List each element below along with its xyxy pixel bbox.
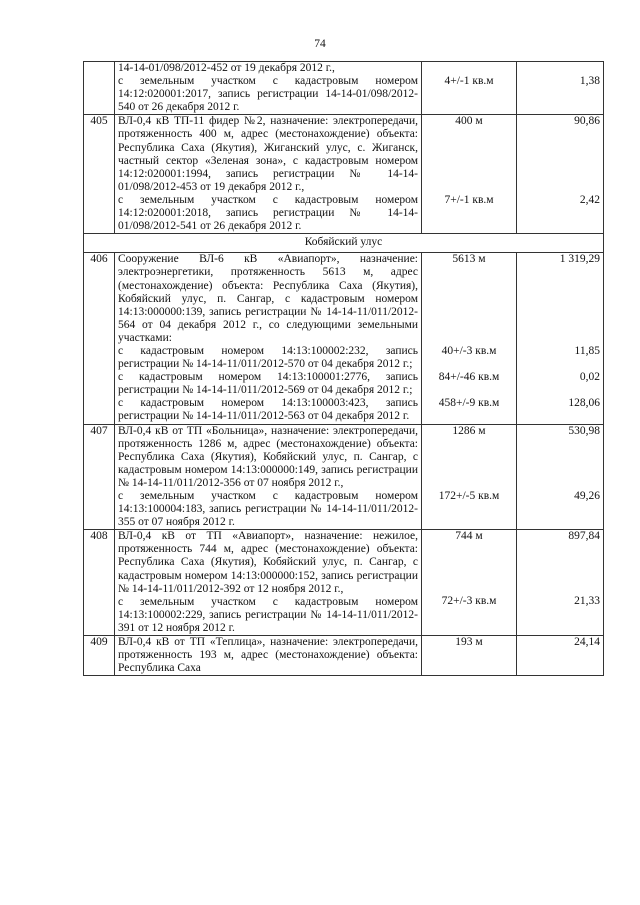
page-number: 74	[314, 38, 326, 50]
size-cell	[422, 115, 517, 234]
size-value: 193 м	[455, 636, 483, 649]
size-value: 72+/-3 кв.м	[441, 595, 497, 608]
size-value: 4+/-1 кв.м	[444, 75, 494, 87]
description-paragraph: 14-14-01/098/2012-452 от 19 декабря 2012 г.,	[118, 62, 335, 74]
cost-value: 11,85	[574, 345, 600, 358]
register-row	[84, 636, 604, 676]
cost-value: 90,86	[574, 115, 600, 128]
size-value: 1286 м	[452, 424, 486, 437]
description-paragraph: Сооружение ВЛ-6 кВ «Авиапорт», назначение: электроэнергетики, протяженность 5613 м, адрес (местонахождение) объекта: Республика Саха (Якутия), Кобяйский улус, п. Сангар, с кадастровым номером 14:13:000000:139, запись регистрации № 14-14-11/011/2012-564 от 04 декабря 2012 г., со следующими земельными участками:	[118, 253, 418, 344]
register-row	[84, 253, 604, 424]
description-paragraph: с земельным участком с кадастровым номером 14:13:100002:229, запись регистрации № 14-14-11/011/2012-391 от 12 ноября 2012 г.	[118, 595, 418, 634]
value-cell	[517, 636, 604, 676]
row-number: 406	[84, 253, 115, 424]
description-paragraph: с кадастровым номером 14:13:100003:423, запись регистрации № 14-14-11/011/2012-563 от 04 декабря 2012 г.	[118, 397, 418, 423]
row-number: 407	[84, 424, 115, 530]
size-cell	[422, 62, 517, 115]
description-paragraph: с кадастровым номером 14:13:100001:2776, запись регистрации № 14-14-11/011/2012-569 от 04 декабря 2012 г.;	[118, 371, 418, 397]
size-value: 744 м	[455, 530, 483, 543]
size-cell	[422, 530, 517, 636]
value-cell	[517, 115, 604, 234]
object-description	[115, 115, 422, 234]
property-register-table	[83, 61, 604, 676]
description-paragraph: ВЛ-0,4 кВ от ТП «Теплица», назначение: электропередачи, протяженность 193 м, адрес (местонахождение) объекта: Республика Саха	[118, 636, 418, 675]
register-row	[84, 530, 604, 636]
register-body	[84, 62, 604, 676]
size-cell	[422, 253, 517, 424]
description-paragraph: ВЛ-0,4 кВ от ТП «Больница», назначение: электропередачи, протяженность 1286 м, адрес (местонахождение) объекта: Республика Саха (Якутия), Кобяйский улус, п. Сангар, с кадастровым номером 14:13:000000:149, запись регистрации № 14-14-11/011/2012-356 от 07 ноября 2012 г.,	[118, 424, 418, 489]
description-paragraph: с земельным участком с кадастровым номером 14:12:020001:2017, запись регистрации 14-14-01/098/2012-540 от 26 декабря 2012 г.	[118, 75, 418, 114]
cost-value: 128,06	[568, 397, 600, 410]
cost-value: 1,38	[579, 75, 600, 87]
value-cell	[517, 253, 604, 424]
size-value: 40+/-3 кв.м	[441, 345, 497, 358]
cost-value: 24,14	[574, 636, 600, 649]
description-paragraph: с кадастровым номером 14:13:100002:232, запись регистрации № 14-14-11/011/2012-570 от 04 декабря 2012 г.;	[118, 344, 418, 371]
register-row	[84, 115, 604, 234]
cost-value: 21,33	[574, 595, 600, 608]
row-number	[84, 62, 115, 115]
size-value: 400 м	[455, 115, 483, 128]
size-cell	[422, 636, 517, 676]
description-paragraph: с земельным участком с кадастровым номером 14:12:020001:2018, запись регистрации № 14-14-01/098/2012-541 от 26 декабря 2012 г.	[118, 193, 418, 233]
description-paragraph: с земельным участком с кадастровым номером 14:13:100004:183, запись регистрации № 14-14-11/011/2012-355 от 07 ноября 2012 г.	[118, 490, 418, 529]
cost-value: 530,98	[568, 424, 600, 437]
cost-value: 2,42	[579, 194, 600, 207]
cost-value: 1 319,29	[559, 253, 600, 266]
cost-value: 0,02	[579, 371, 600, 384]
section-title: Кобяйский улус	[84, 234, 604, 253]
section-row	[84, 234, 604, 253]
size-value: 5613 м	[452, 253, 486, 266]
size-value: 458+/-9 кв.м	[438, 397, 500, 410]
value-cell	[517, 424, 604, 530]
description-paragraph: ВЛ-0,4 кВ от ТП «Авиапорт», назначение: нежилое, протяженность 744 м, адрес (местонахождение) объекта: Республика Саха (Якутия), Кобяйский улус, п. Сангар, с кадастровым номером 14:13:000000:152, запись регистрации № 14-14-11/011/2012-392 от 12 ноября 2012 г.,	[118, 530, 418, 595]
description-paragraph: ВЛ-0,4 кВ ТП-11 фидер №2, назначение: электропередачи, протяженность 400 м, адрес (местонахождение) объекта: Республика Саха (Якутия), Жиганский улус, с. Жиганск, частный сектор «Зеленая зона», с кадастровым номером 14:12:020001:1994, запись регистрации № 14-14-01/098/2012-453 от 19 декабря 2012 г.,	[118, 115, 418, 193]
object-description	[115, 636, 422, 676]
object-description	[115, 530, 422, 636]
object-description	[115, 62, 422, 115]
value-cell	[517, 530, 604, 636]
size-value: 84+/-46 кв.м	[438, 371, 500, 384]
row-number: 408	[84, 530, 115, 636]
cost-value: 897,84	[568, 530, 600, 543]
size-cell	[422, 424, 517, 530]
register-row	[84, 424, 604, 530]
row-number: 405	[84, 115, 115, 234]
object-description	[115, 253, 422, 424]
size-value: 172+/-5 кв.м	[438, 489, 500, 502]
size-value: 7+/-1 кв.м	[444, 194, 494, 207]
object-description	[115, 424, 422, 530]
value-cell	[517, 62, 604, 115]
register-row	[84, 62, 604, 115]
cost-value: 49,26	[574, 489, 600, 502]
row-number: 409	[84, 636, 115, 676]
